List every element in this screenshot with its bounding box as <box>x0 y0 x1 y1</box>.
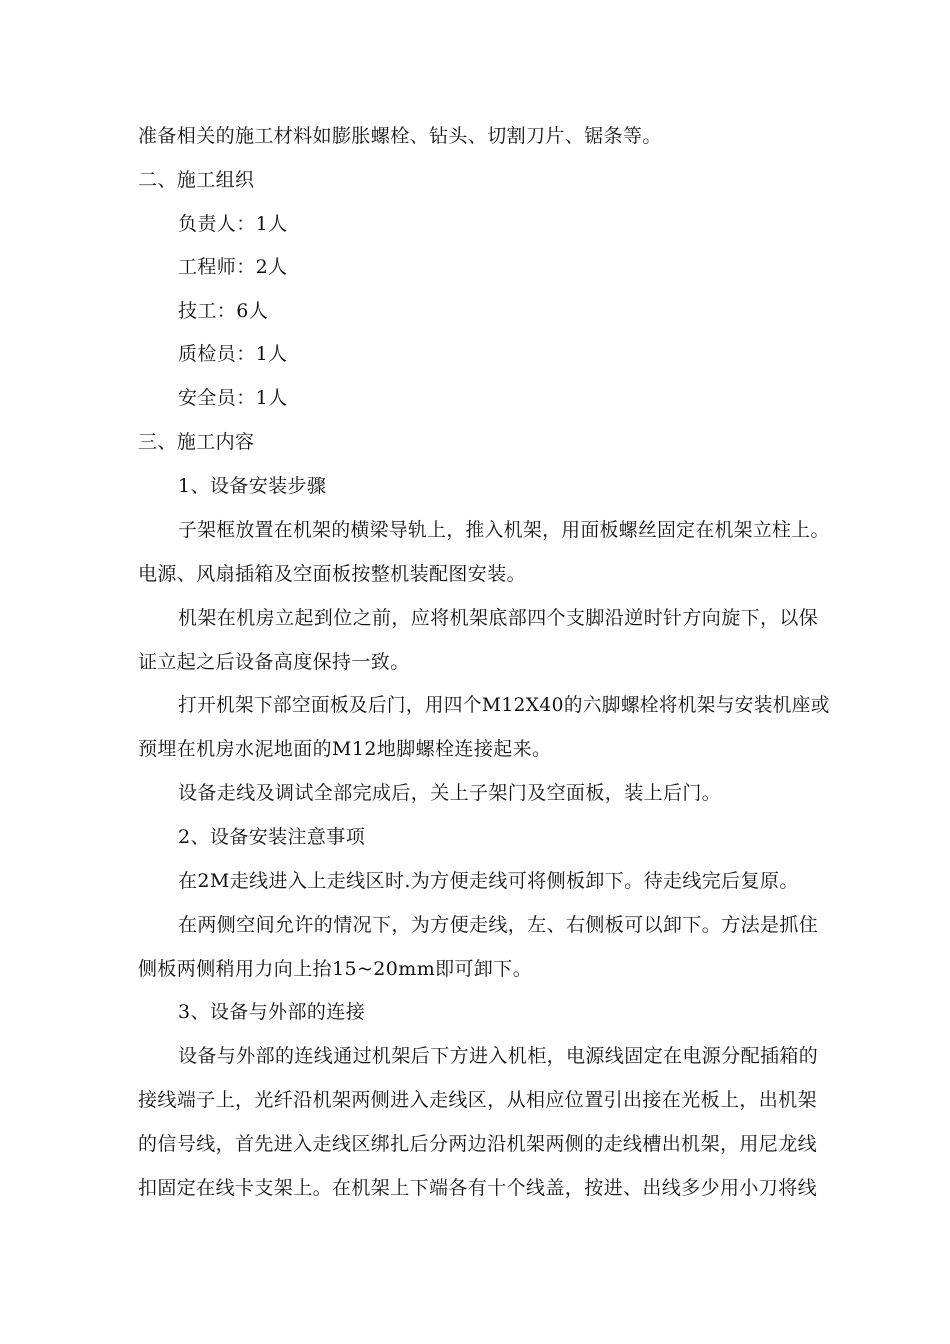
paragraph-line: 在两侧空间允许的情况下，为方便走线，左、右侧板可以卸下。方法是抓住 <box>178 914 819 936</box>
paragraph-line: 预埋在机房水泥地面的M12地脚螺栓连接起来。 <box>138 738 552 760</box>
paragraph-line: 子架框放置在机架的横梁导轨上，推入机架，用面板螺丝固定在机架立柱上。 <box>178 519 830 541</box>
subheading-external-connection: 3、设备与外部的连接 <box>178 1001 366 1023</box>
paragraph-line: 的信号线，首先进入走线区绑扎后分两边沿机架两侧的走线槽出机架，用尼龙线 <box>138 1133 818 1155</box>
subheading-install-steps: 1、设备安装步骤 <box>178 475 327 497</box>
paragraph-line: 接线端子上，光纤沿机架两侧进入走线区，从相应位置引出接在光板上，出机架 <box>138 1089 818 1111</box>
paragraph-line: 电源、风扇插箱及空面板按整机装配图安装。 <box>138 563 527 585</box>
subheading-install-notes: 2、设备安装注意事项 <box>178 826 366 848</box>
section-heading-content: 三、施工内容 <box>138 431 255 453</box>
paragraph-line: 机架在机房立起到位之前，应将机架底部四个支脚沿逆时针方向旋下，以保 <box>178 607 819 629</box>
list-item-leader: 负责人：1人 <box>178 213 288 235</box>
paragraph-line: 设备与外部的连线通过机架后下方进入机柜，电源线固定在电源分配插箱的 <box>178 1045 819 1067</box>
paragraph-line: 扣固定在线卡支架上。在机架上下端各有十个线盖，按进、出线多少用小刀将线 <box>138 1177 818 1199</box>
list-item-technician: 技工：6人 <box>178 300 269 322</box>
list-item-safety-officer: 安全员：1人 <box>178 387 288 409</box>
paragraph-line: 在2M走线进入上走线区时.为方便走线可将侧板卸下。待走线完后复原。 <box>178 870 799 892</box>
paragraph-line: 侧板两侧稍用力向上抬15~20mm即可卸下。 <box>138 958 533 980</box>
paragraph-line: 设备走线及调试全部完成后，关上子架门及空面板，装上后门。 <box>178 782 722 804</box>
list-item-engineer: 工程师：2人 <box>178 256 288 278</box>
section-heading-organization: 二、施工组织 <box>138 169 255 191</box>
text-line-materials: 准备相关的施工材料如膨胀螺栓、钻头、切割刀片、锯条等。 <box>138 125 662 147</box>
paragraph-line: 证立起之后设备高度保持一致。 <box>138 651 410 673</box>
paragraph-line: 打开机架下部空面板及后门，用四个M12X40的六脚螺栓将机架与安装机座或 <box>178 694 830 716</box>
list-item-inspector: 质检员：1人 <box>178 343 288 365</box>
